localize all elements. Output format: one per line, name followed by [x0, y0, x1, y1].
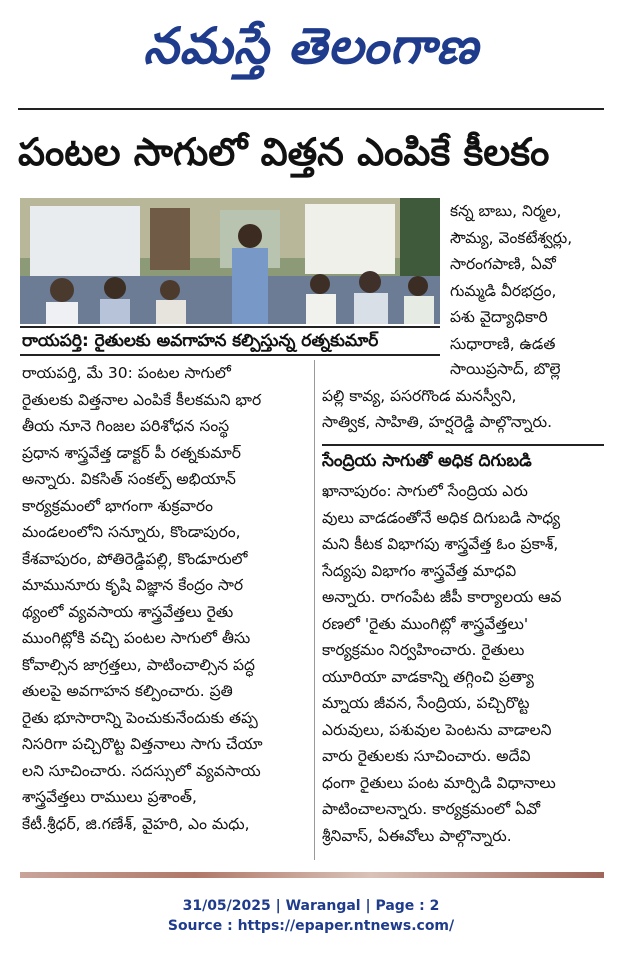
- article-line: యూరియా వాడకాన్ని తగ్గించి ప్రత్యా: [322, 667, 534, 686]
- article-line: పాటించాలన్నారు. కార్యక్రమంలో ఏవో: [322, 800, 541, 818]
- article-line: పశు వైద్యాధికారి: [450, 308, 548, 326]
- article-line: శ్రీనివాస్, ఏఈవోలు పాల్గొన్నారు.: [322, 826, 512, 845]
- article-line: కార్యక్రమం నిర్వహించారు. రైతులు: [322, 641, 525, 659]
- article-line: సౌమ్య, వెంకటేశ్వర్లు,: [450, 228, 573, 247]
- article-line: ఖానాపురం: సాగులో సేంద్రియ ఎరు: [322, 482, 528, 500]
- article-headline: పంటల సాగులో విత్తన ఎంపికే కీలకం: [18, 130, 550, 174]
- article-line: తీయ నూనె గింజల పరిశోధన సంస్థ: [22, 417, 230, 435]
- article-right-column-top: [450, 198, 602, 357]
- article-line: కన్న బాబు, నిర్మల,: [450, 202, 562, 220]
- article-line: థ్యంలో వ్యవసాయ శాస్త్రవేత్తలు రైతు: [22, 602, 234, 621]
- event-photo-illustration: [20, 198, 440, 324]
- article-line: మండలంలోని సన్నూరు, కొండాపురం,: [22, 523, 241, 541]
- article-line: సారంగపాణి, ఏవో: [450, 255, 556, 273]
- article-line: రైతు భూసారాన్ని పెంచుకునేందుకు తప్ప: [22, 708, 258, 727]
- article-line: ఎరువులు, పశువుల పెంటను వాడాలని: [322, 720, 552, 739]
- sub-article-heading: సేంద్రియ సాగుతో అధిక దిగుబడి: [322, 444, 604, 476]
- article-line: రాయపర్తి, మే 30: పంటల సాగులో: [22, 364, 231, 382]
- sub-article-body: [322, 478, 604, 849]
- next-article-photo-strip: [20, 872, 604, 878]
- article-line: ప్రధాన శాస్త్రవేత్త డాక్టర్ పీ రత్నకుమార్: [22, 443, 241, 462]
- masthead-divider: [18, 108, 604, 110]
- article-line: నిసరిగా పచ్చిరొట్ట విత్తనాలు సాగు చేయా: [22, 735, 263, 753]
- article-line: సాయిప్రసాద్, బొల్లె: [450, 360, 561, 378]
- article-line: వులు వాడడంతోనే అధిక దిగుబడి సాధ్య: [322, 508, 561, 527]
- article-line: వారు రైతులకు సూచించారు. అదేవి: [322, 747, 531, 765]
- article-line: లని సూచించారు. సదస్సులో వ్యవసాయ: [22, 761, 261, 780]
- article-line: పల్లి కావ్య, పసరగొండ మనస్వీని,: [322, 386, 517, 405]
- article-right-column-end: [322, 356, 604, 436]
- article-line: కేటీ.శ్రీధర్, జి.గణేశ్, వైహరి, ఎం మధు,: [22, 814, 250, 833]
- article-line: ధంగా రైతులు పంట మార్పిడి విధానాలు: [322, 773, 556, 792]
- article-line: కార్యక్రమంలో భాగంగా శుక్రవారం: [22, 496, 213, 515]
- article-line: ముంగిట్లోకి వచ్చి పంటల సాగులో తీసు: [22, 629, 251, 647]
- article-line: తులపై అవగాహన కల్పించారు. ప్రతి: [22, 682, 233, 700]
- article-line: సాత్విక, సాహితి, హర్షరెడ్డి పాల్గొన్నారు.: [322, 413, 553, 431]
- article-line: రైతులకు విత్తనాల ఎంపికే కీలకమని భార: [22, 390, 262, 409]
- news-photo: [20, 198, 440, 324]
- photo-caption: రాయపర్తి: రైతులకు అవగాహన కల్పిస్తున్న రత్నకుమార్: [20, 326, 440, 356]
- article-line: మ్నాయ జీవన, సేంద్రియ, పచ్చిరొట్ట: [322, 694, 530, 712]
- article-line: కేశవాపురం, పోతిరెడ్డిపల్లి, కొండూరులో: [22, 549, 248, 568]
- article-line: మని కీటక విభాగపు శాస్త్రవేత్త ఓం ప్రకాశ్,: [322, 535, 559, 553]
- article-line: సుధారాణి, ఉడత: [450, 334, 556, 353]
- footer-source-link[interactable]: Source : https://epaper.ntnews.com/: [167, 918, 455, 934]
- column-divider: [314, 360, 315, 860]
- article-line: శాస్త్రవేత్తలు రాములు ప్రశాంత్,: [22, 788, 197, 806]
- article-line: సేద్యపు విభాగం శాస్త్రవేత్త మాధవి: [322, 561, 517, 580]
- article-line: రణలో 'రైతు ముంగిట్లో శాస్త్రవేత్తలు': [322, 614, 529, 633]
- article-line: అన్నారు. వికసిత్ సంకల్ప్ అభియాన్: [22, 470, 236, 488]
- footer-date-edition: 31/05/2025 | Warangal | Page : 2: [182, 898, 440, 914]
- article-line: గుమ్మడి వీరభద్రం,: [450, 281, 557, 300]
- article-line: మామునూరు కృషి విజ్ఞాన కేంద్రం సార: [22, 576, 244, 594]
- article-line: కోవాల్సిన జాగ్రత్తలు, పాటించాల్సిన పద్ధ: [22, 655, 255, 674]
- page-footer: [0, 896, 622, 936]
- article-left-column: [22, 360, 312, 837]
- newspaper-masthead: నమస్తే తెలంగాణ: [143, 17, 479, 75]
- article-line: అన్నారు. రాగంపేట జీపీ కార్యాలయ ఆవ: [322, 588, 562, 606]
